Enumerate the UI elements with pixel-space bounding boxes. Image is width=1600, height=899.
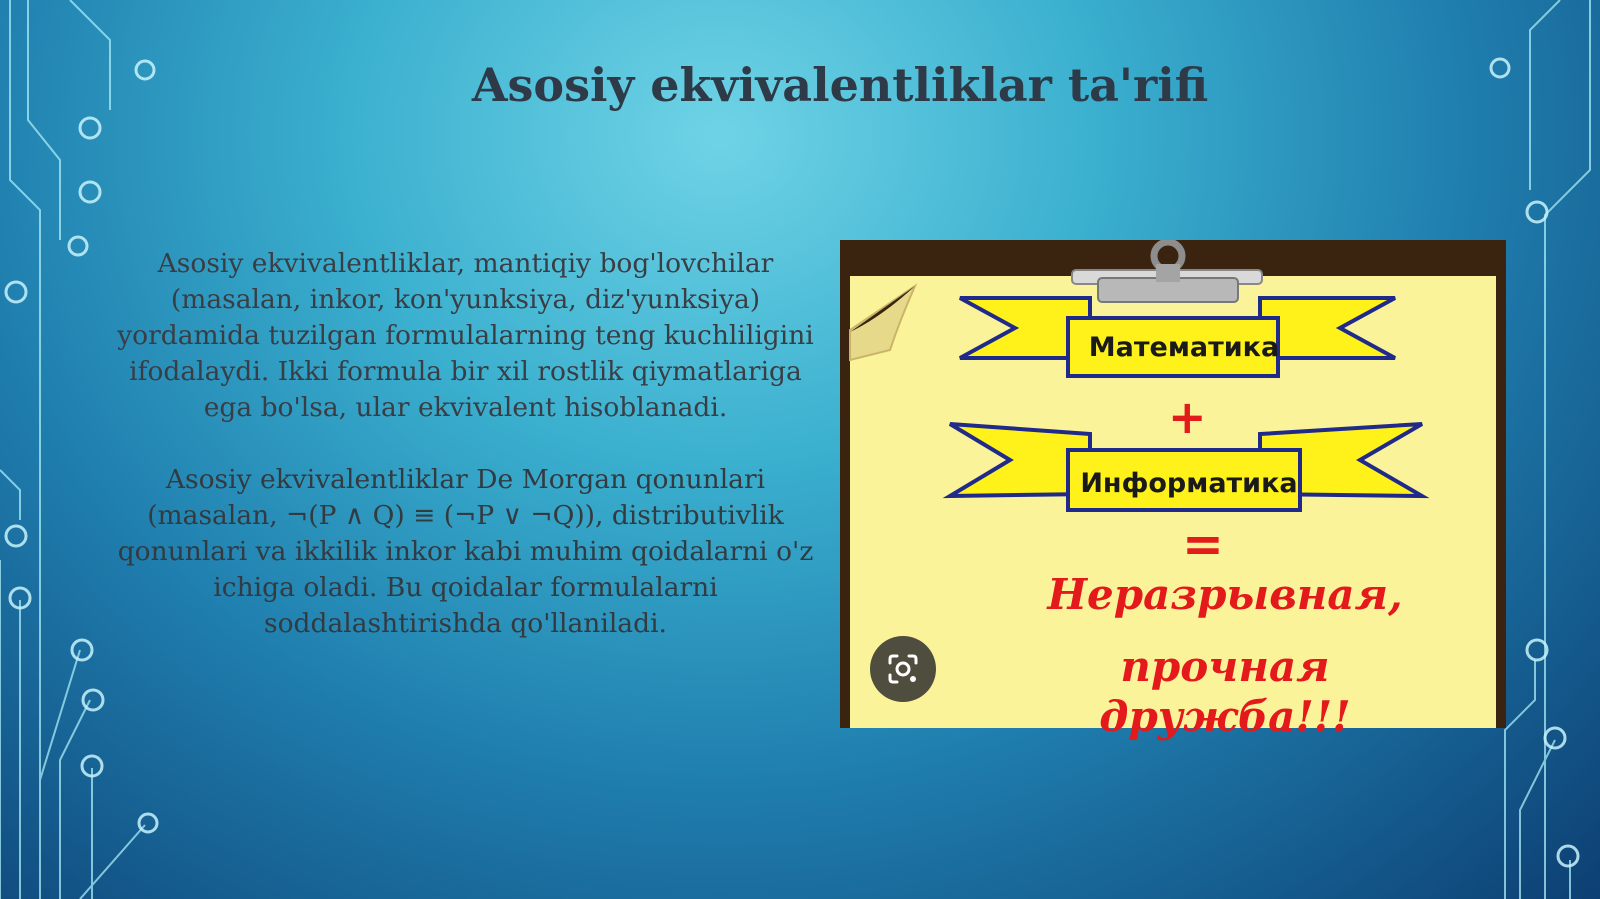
banner-mathematics: Математика — [1088, 332, 1280, 363]
body-text — [108, 246, 823, 642]
banner-informatics: Информатика — [1080, 468, 1298, 499]
image-search-button[interactable] — [870, 636, 936, 702]
paragraph-definition: Asosiy ekvivalentliklar, mantiqiy bog'lovchilar (masalan, inkor, kon'yunksiya, diz'yunksiya) yordamida tuzilgan formulalarning teng kuchliligini ifodalaydi. Ikki formula bir xil rostlik qiymatlariga ega bo'lsa, ular ekvivalent hisoblanadi. — [117, 248, 814, 423]
slogan-line-1: Неразрывная, — [1047, 570, 1403, 619]
slide-title: Asosiy ekvivalentliklar ta'rifi — [471, 58, 1209, 112]
clipboard-image — [840, 240, 1506, 741]
image-search-icon — [886, 652, 920, 686]
paragraph-de-morgan: Asosiy ekvivalentliklar De Morgan qonunlari (masalan, ¬(P ∧ Q) ≡ (¬P ∨ ¬Q)), distributivlik qonunlari va ikkilik inkor kabi muhim qoidalarni o'z ichiga oladi. Bu qoidalar formulalarni soddalashtirishda qo'llaniladi. — [117, 464, 814, 639]
slogan-line-2: прочная дружба!!! — [1099, 642, 1351, 741]
equals-sign: = — [1182, 515, 1224, 573]
plus-sign: + — [1168, 390, 1207, 444]
